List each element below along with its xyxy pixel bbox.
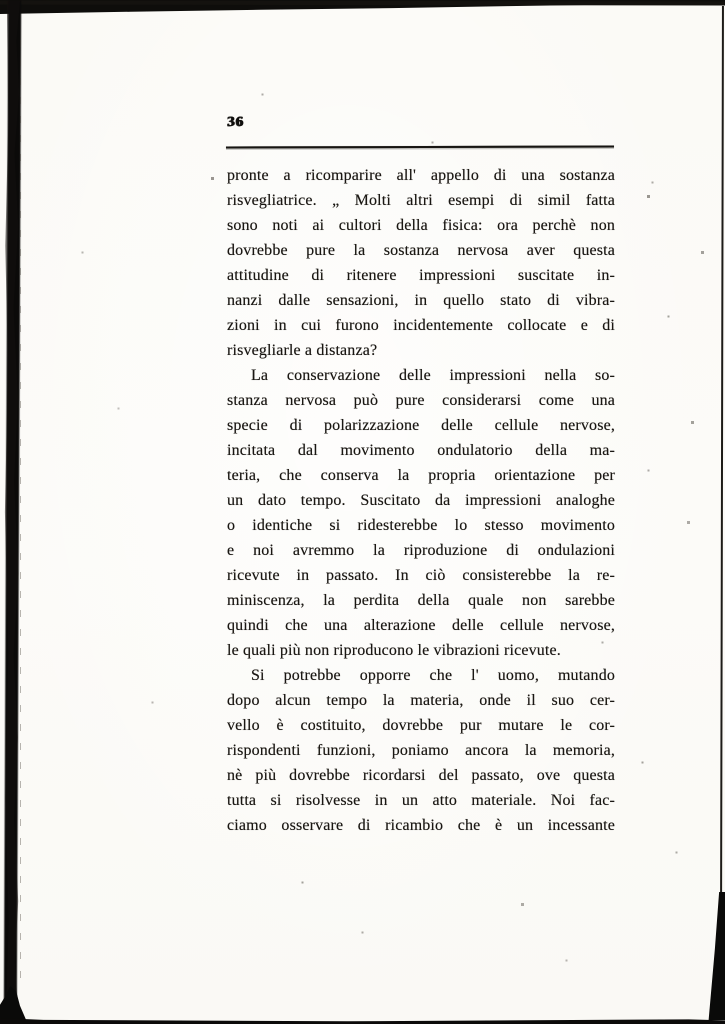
text-line: risvegliatrice. „ Molti altri esempi di simil fatta	[227, 192, 615, 209]
scan-edge-right	[720, 6, 724, 916]
scan-fold-line	[20, 40, 21, 990]
paragraph	[227, 663, 615, 838]
text-line: teria, che conserva la propria orientazione per	[227, 467, 615, 484]
paragraph	[227, 363, 615, 663]
text-line: sono noti ai cultori della fisica: ora perchè non	[227, 217, 615, 234]
scan-blob-bottom-right	[704, 892, 725, 1020]
text-line: nanzi dalle sensazioni, in quello stato di vibra-	[227, 292, 615, 309]
text-line: rispondenti funzioni, poniamo ancora la memoria,	[227, 742, 615, 759]
text-line: dopo alcun tempo la materia, onde il suo cer-	[227, 692, 615, 709]
text-line: vello è costituito, dovrebbe pur mutare le cor-	[227, 717, 615, 734]
text-line: le quali più non riproducono le vibrazioni ricevute.	[227, 642, 561, 659]
text-line: specie di polarizzazione delle cellule nervose,	[227, 417, 615, 434]
text-line: La conservazione delle impressioni nella so-	[251, 367, 615, 384]
text-line: tutta si risolvesse in un atto materiale. Noi fac-	[227, 792, 615, 809]
scan-speckles	[0, 0, 1, 1]
text-line: incitata dal movimento ondulatorio della ma-	[227, 442, 615, 459]
text-line: miniscenza, la perdita della quale non sarebbe	[227, 592, 615, 609]
text-line: stanza nervosa può pure considerarsi come una	[227, 392, 615, 409]
text-line: ciamo osservare di ricambio che è un incessante	[227, 817, 615, 834]
text-line: pronte a ricomparire all' appello di una sostanza	[227, 167, 615, 184]
paragraph	[227, 163, 615, 363]
text-line: un dato tempo. Suscitato da impressioni analoghe	[227, 492, 615, 509]
text-line: nè più dovrebbe ricordarsi del passato, ove questa	[227, 767, 615, 784]
text-line: ricevute in passato. In ciò consisterebbe la re-	[227, 567, 615, 584]
scan-edge-bottom	[0, 1018, 725, 1024]
text-line: zioni in cui furono incidentemente collocate e di	[227, 317, 615, 334]
text-line: dovrebbe pure la sostanza nervosa aver questa	[227, 242, 615, 259]
text-line: e noi avremmo la riproduzione di ondulazioni	[227, 542, 615, 559]
text-line: attitudine di ritenere impressioni suscitate in-	[227, 267, 615, 284]
text-line: risvegliarle a distanza?	[227, 342, 378, 359]
text-line: quindi che una alterazione delle cellule nervose,	[227, 617, 615, 634]
text-line: Si potrebbe opporre che l' uomo, mutando	[251, 667, 615, 684]
text-line: o identiche si ridesterebbe lo stesso movimento	[227, 517, 615, 534]
page-number: 36	[227, 114, 244, 130]
page-text	[227, 163, 615, 838]
header-rule	[226, 145, 614, 148]
